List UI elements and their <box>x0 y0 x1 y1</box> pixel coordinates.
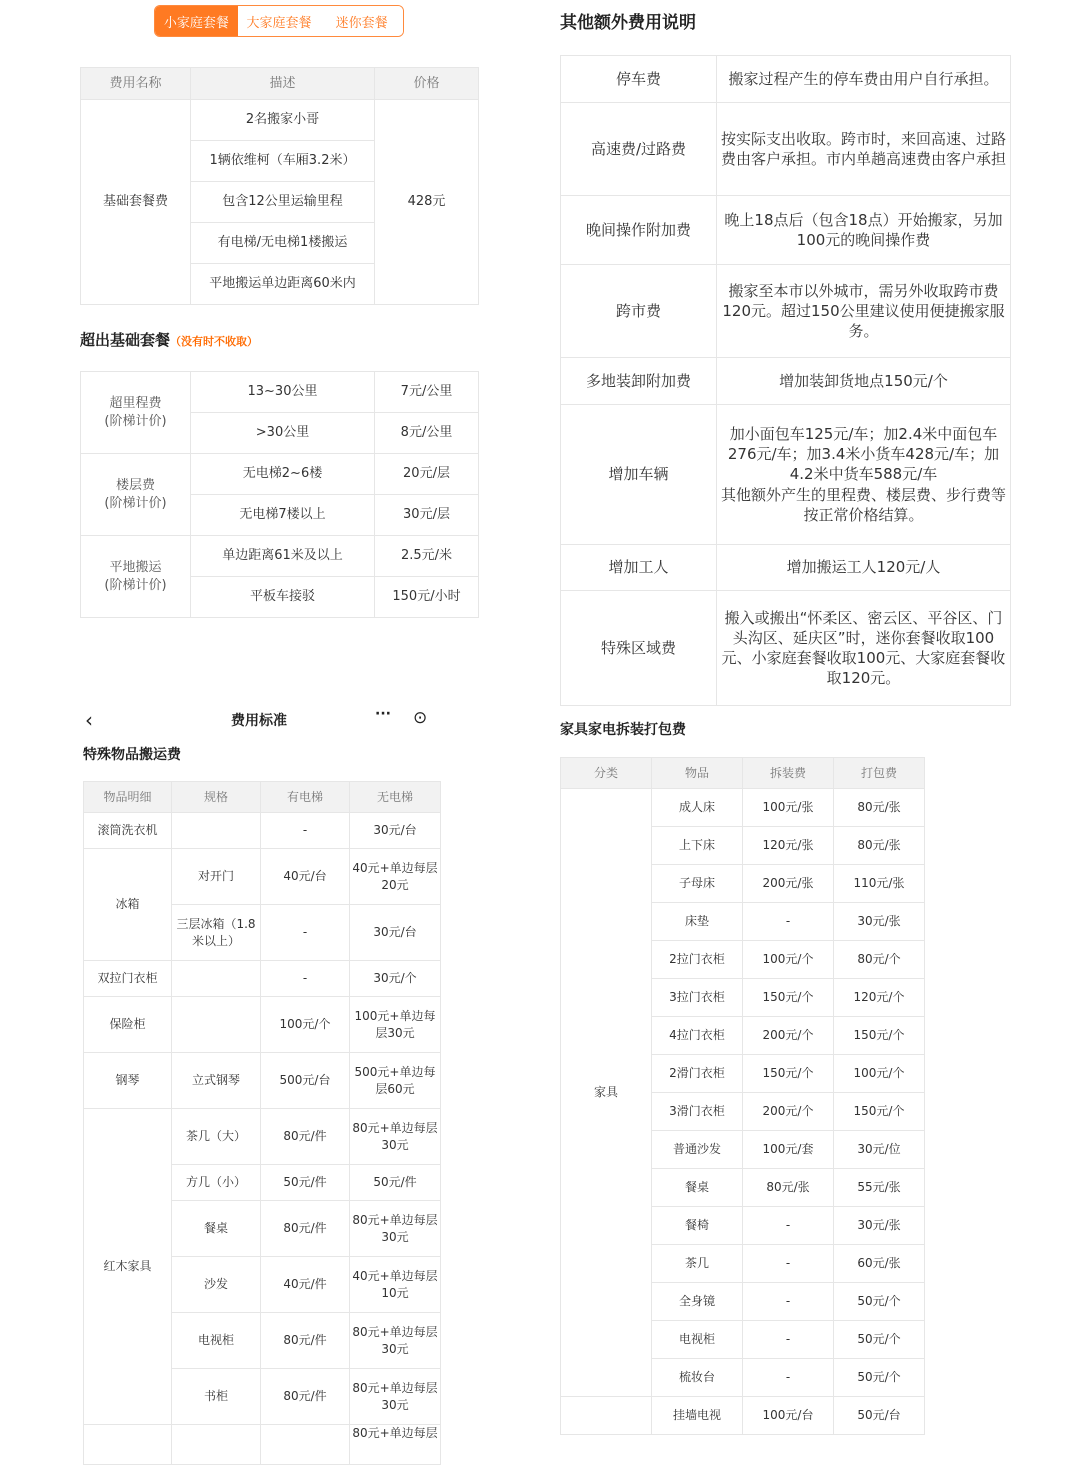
basic-price: 428元 <box>375 100 479 305</box>
special-spec: 餐桌 <box>172 1201 261 1257</box>
special-elevator: 80元/件 <box>261 1201 350 1257</box>
furniture-category <box>561 1397 652 1435</box>
furniture-packing: 120元/个 <box>834 979 925 1017</box>
special-elevator: 80元/件 <box>261 1313 350 1369</box>
special-elevator: 100元/个 <box>261 997 350 1053</box>
other-fee-desc: 增加搬运工人120元/人 <box>717 545 1011 591</box>
header-assembly-fee: 拆装费 <box>743 758 834 789</box>
furniture-assembly: - <box>743 1283 834 1321</box>
special-spec <box>172 1425 261 1465</box>
header-with-elevator: 有电梯 <box>261 782 350 813</box>
furniture-assembly: 200元/个 <box>743 1093 834 1131</box>
furniture-packing: 50元/个 <box>834 1321 925 1359</box>
header-price: 价格 <box>375 68 479 100</box>
other-fee-desc: 搬家至本市以外城市，需另外收取跨市费120元。超过150公里建议使用便捷搬家服务。 <box>717 265 1011 358</box>
special-item: 保险柜 <box>84 997 172 1053</box>
basic-item: 平地搬运单边距离60米内 <box>191 264 375 305</box>
other-title: 其他额外费用说明 <box>560 13 696 33</box>
other-fee-name: 多地装卸附加费 <box>561 358 717 405</box>
furniture-assembly: 120元/张 <box>743 827 834 865</box>
special-item: 双拉门衣柜 <box>84 961 172 997</box>
special-item: 红木家具 <box>84 1109 172 1425</box>
page-title: 费用标准 <box>231 713 287 728</box>
special-spec <box>172 997 261 1053</box>
special-no-elevator: 30元/台 <box>350 905 441 961</box>
furniture-packing: 110元/张 <box>834 865 925 903</box>
extra-price: 30元/层 <box>375 495 479 536</box>
extra-spec: >30公里 <box>191 413 375 454</box>
special-elevator <box>261 1425 350 1465</box>
furniture-assembly: 150元/个 <box>743 1055 834 1093</box>
basic-item: 1辆依维柯（车厢3.2米） <box>191 141 375 182</box>
furniture-item: 成人床 <box>652 789 743 827</box>
basic-fee-name: 基础套餐费 <box>81 100 191 305</box>
extra-spec: 13~30公里 <box>191 372 375 413</box>
other-fee-desc: 增加装卸货地点150元/个 <box>717 358 1011 405</box>
furniture-assembly: - <box>743 1245 834 1283</box>
furniture-assembly: - <box>743 1207 834 1245</box>
special-items-table <box>83 781 441 1465</box>
furniture-table <box>560 757 925 1435</box>
basic-package-table <box>80 67 479 305</box>
other-fee-desc: 加小面包车125元/车；加2.4米中面包车276元/车；加3.4米小货车428元/车；加4.2米中货车588元/车 其他额外产生的里程费、楼层费、步行费等按正常价格结算。 <box>717 405 1011 545</box>
furniture-packing: 50元/个 <box>834 1283 925 1321</box>
other-fee-name: 特殊区域费 <box>561 591 717 706</box>
other-fee-desc: 按实际支出收取。跨市时，来回高速、过路费由客户承担。市内单趟高速费由客户承担 <box>717 103 1011 196</box>
extra-price: 20元/层 <box>375 454 479 495</box>
basic-item: 有电梯/无电梯1楼搬运 <box>191 223 375 264</box>
furniture-packing: 150元/个 <box>834 1017 925 1055</box>
special-elevator: 80元/件 <box>261 1369 350 1425</box>
extra-price: 150元/小时 <box>375 577 479 618</box>
extra-group-name: 超里程费 (阶梯计价) <box>81 372 191 454</box>
extra-spec: 单边距离61米及以上 <box>191 536 375 577</box>
special-elevator: - <box>261 961 350 997</box>
special-spec: 立式钢琴 <box>172 1053 261 1109</box>
special-item <box>84 1425 172 1465</box>
furniture-packing: 80元/个 <box>834 941 925 979</box>
special-spec: 三层冰箱（1.8米以上） <box>172 905 261 961</box>
special-no-elevator: 30元/个 <box>350 961 441 997</box>
extra-price: 8元/公里 <box>375 413 479 454</box>
more-icon[interactable]: ··· <box>375 706 391 722</box>
furniture-assembly: 100元/个 <box>743 941 834 979</box>
header-item: 物品明细 <box>84 782 172 813</box>
header-no-elevator: 无电梯 <box>350 782 441 813</box>
header-description: 描述 <box>191 68 375 100</box>
special-spec: 沙发 <box>172 1257 261 1313</box>
special-elevator: 50元/件 <box>261 1165 350 1201</box>
special-elevator: 500元/台 <box>261 1053 350 1109</box>
other-fee-name: 高速费/过路费 <box>561 103 717 196</box>
other-fee-desc: 晚上18点后（包含18点）开始搬家，另加100元的晚间操作费 <box>717 196 1011 265</box>
furniture-packing: 30元/位 <box>834 1131 925 1169</box>
furniture-packing: 30元/张 <box>834 903 925 941</box>
tab-large-family[interactable]: 大家庭套餐 <box>238 6 321 36</box>
tab-mini[interactable]: 迷你套餐 <box>320 6 403 36</box>
extra-fee-table <box>80 371 479 618</box>
furniture-assembly: 200元/张 <box>743 865 834 903</box>
special-elevator: 40元/台 <box>261 849 350 905</box>
furniture-assembly: - <box>743 1359 834 1397</box>
basic-item: 包含12公里运输里程 <box>191 182 375 223</box>
furniture-packing: 80元/张 <box>834 789 925 827</box>
header-packing-fee: 打包费 <box>834 758 925 789</box>
special-elevator: 80元/件 <box>261 1109 350 1165</box>
furniture-packing: 80元/张 <box>834 827 925 865</box>
furniture-item: 3滑门衣柜 <box>652 1093 743 1131</box>
special-item: 冰箱 <box>84 849 172 961</box>
header-fee-name: 费用名称 <box>81 68 191 100</box>
special-item: 滚筒洗衣机 <box>84 813 172 849</box>
furniture-category: 家具 <box>561 789 652 1397</box>
furniture-assembly: - <box>743 1321 834 1359</box>
other-fee-desc: 搬入或搬出“怀柔区、密云区、平谷区、门头沟区、延庆区”时，迷你套餐收取100元、小家庭套餐收取100元、大家庭套餐收取120元。 <box>717 591 1011 706</box>
special-no-elevator: 500元+单边每层60元 <box>350 1053 441 1109</box>
extra-title: 超出基础套餐 <box>80 331 171 349</box>
special-spec: 对开门 <box>172 849 261 905</box>
extra-price: 2.5元/米 <box>375 536 479 577</box>
furniture-item: 4拉门衣柜 <box>652 1017 743 1055</box>
furniture-assembly: 80元/张 <box>743 1169 834 1207</box>
extra-group-name: 平地搬运 (阶梯计价) <box>81 536 191 618</box>
furniture-assembly: 200元/个 <box>743 1017 834 1055</box>
extra-spec: 无电梯2~6楼 <box>191 454 375 495</box>
other-fee-name: 增加车辆 <box>561 405 717 545</box>
special-no-elevator: 40元+单边每层10元 <box>350 1257 441 1313</box>
furniture-packing: 60元/张 <box>834 1245 925 1283</box>
furniture-assembly: 100元/张 <box>743 789 834 827</box>
furniture-packing: 30元/张 <box>834 1207 925 1245</box>
furniture-assembly: 100元/套 <box>743 1131 834 1169</box>
special-no-elevator: 50元/件 <box>350 1165 441 1201</box>
special-elevator: - <box>261 905 350 961</box>
furniture-item: 2拉门衣柜 <box>652 941 743 979</box>
furniture-item: 子母床 <box>652 865 743 903</box>
furniture-item: 茶几 <box>652 1245 743 1283</box>
furniture-item: 挂墙电视 <box>652 1397 743 1435</box>
furniture-packing: 50元/台 <box>834 1397 925 1435</box>
header-item: 物品 <box>652 758 743 789</box>
furniture-packing: 150元/个 <box>834 1093 925 1131</box>
other-fee-name: 增加工人 <box>561 545 717 591</box>
furniture-assembly: - <box>743 903 834 941</box>
basic-item: 2名搬家小哥 <box>191 100 375 141</box>
special-no-elevator: 80元+单边每层30元 <box>350 1313 441 1369</box>
furniture-item: 电视柜 <box>652 1321 743 1359</box>
mobile-top-bar <box>83 706 440 728</box>
furniture-item: 餐桌 <box>652 1169 743 1207</box>
furniture-item: 床垫 <box>652 903 743 941</box>
furniture-packing: 55元/张 <box>834 1169 925 1207</box>
other-fee-name: 停车费 <box>561 56 717 103</box>
furniture-assembly: 150元/个 <box>743 979 834 1017</box>
furniture-item: 普通沙发 <box>652 1131 743 1169</box>
extra-note: （没有时不收取） <box>170 335 259 348</box>
special-spec: 茶几（大） <box>172 1109 261 1165</box>
other-fee-desc: 搬家过程产生的停车费由用户自行承担。 <box>717 56 1011 103</box>
special-no-elevator: 100元+单边每层30元 <box>350 997 441 1053</box>
furniture-packing: 100元/个 <box>834 1055 925 1093</box>
special-no-elevator: 80元+单边每层30元 <box>350 1369 441 1425</box>
close-icon[interactable]: ⊙ <box>413 708 428 728</box>
back-icon[interactable]: ‹ <box>85 708 93 728</box>
special-spec <box>172 961 261 997</box>
extra-heading <box>80 329 258 350</box>
furniture-item: 2滑门衣柜 <box>652 1055 743 1093</box>
special-title: 特殊物品搬运费 <box>83 747 181 763</box>
extra-spec: 无电梯7楼以上 <box>191 495 375 536</box>
header-category: 分类 <box>561 758 652 789</box>
furniture-item: 梳妆台 <box>652 1359 743 1397</box>
special-no-elevator: 80元+单边每层30元 <box>350 1201 441 1257</box>
special-spec: 电视柜 <box>172 1313 261 1369</box>
special-elevator: - <box>261 813 350 849</box>
package-tabs <box>154 5 404 37</box>
furniture-item: 上下床 <box>652 827 743 865</box>
furniture-item: 餐椅 <box>652 1207 743 1245</box>
special-no-elevator: 80元+单边每层 <box>350 1425 441 1465</box>
furniture-item: 3拉门衣柜 <box>652 979 743 1017</box>
extra-group-name: 楼层费 (阶梯计价) <box>81 454 191 536</box>
special-spec: 书柜 <box>172 1369 261 1425</box>
extra-spec: 平板车接驳 <box>191 577 375 618</box>
furniture-assembly: 100元/台 <box>743 1397 834 1435</box>
furniture-item: 全身镜 <box>652 1283 743 1321</box>
tab-small-family[interactable]: 小家庭套餐 <box>155 6 238 36</box>
other-fee-table <box>560 55 1011 706</box>
furniture-packing: 50元/个 <box>834 1359 925 1397</box>
special-spec: 方几（小） <box>172 1165 261 1201</box>
other-fee-name: 跨市费 <box>561 265 717 358</box>
extra-price: 7元/公里 <box>375 372 479 413</box>
other-fee-name: 晚间操作附加费 <box>561 196 717 265</box>
special-no-elevator: 80元+单边每层30元 <box>350 1109 441 1165</box>
furniture-title: 家具家电拆装打包费 <box>560 722 686 738</box>
special-no-elevator: 40元+单边每层20元 <box>350 849 441 905</box>
special-item: 钢琴 <box>84 1053 172 1109</box>
special-spec <box>172 813 261 849</box>
special-elevator: 40元/件 <box>261 1257 350 1313</box>
special-no-elevator: 30元/台 <box>350 813 441 849</box>
header-spec: 规格 <box>172 782 261 813</box>
